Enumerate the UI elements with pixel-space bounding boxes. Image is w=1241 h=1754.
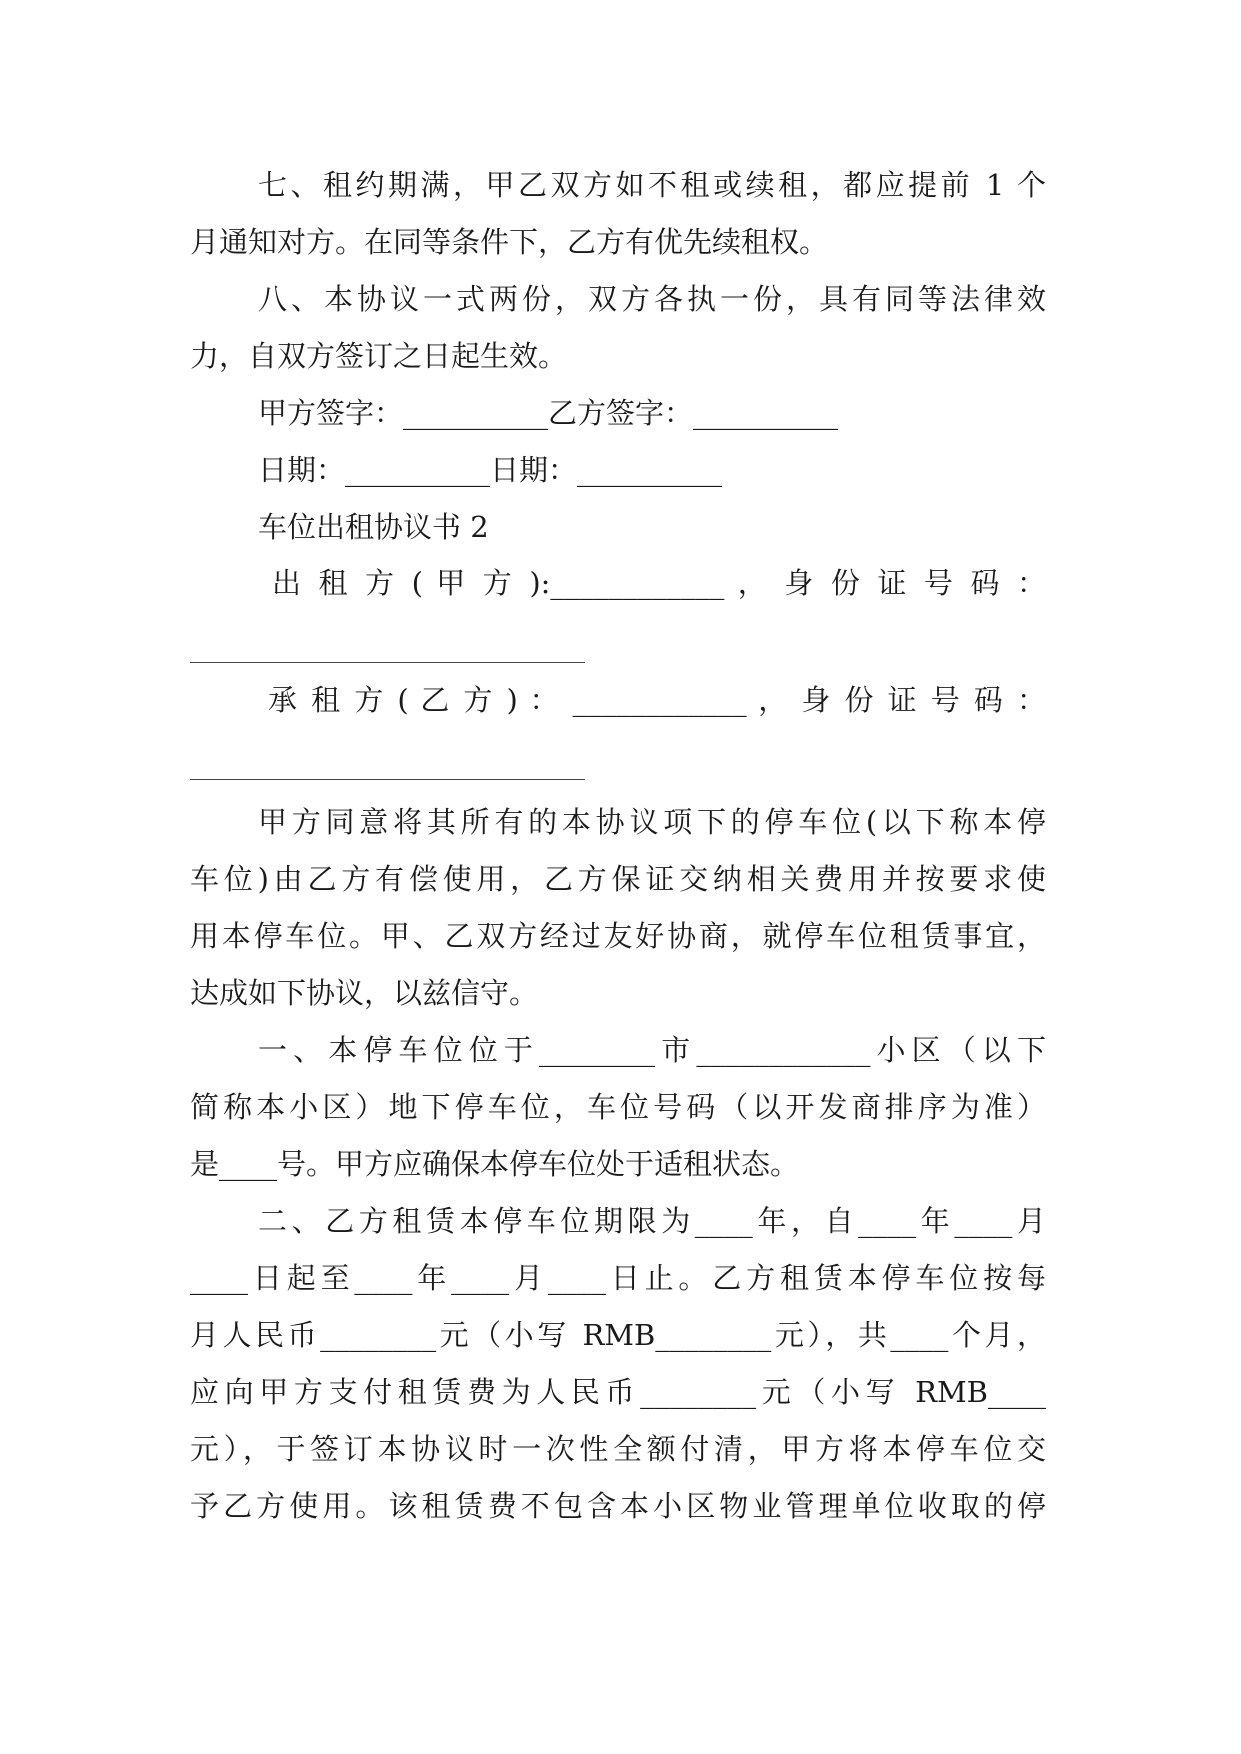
- article-2-line-6: 予乙方使用。该租赁费不包含本小区物业管理单位收取的停: [190, 1489, 1046, 1523]
- preamble-line-1: 甲方同意将其所有的本协议项下的停车位(以下称本停: [258, 805, 1046, 839]
- signature-line: 甲方签字：__________乙方签字：__________: [258, 396, 839, 430]
- lessee-id-blank: [190, 779, 585, 780]
- lessor-line: 出 租 方 ( 甲 方 ):____________ ， 身 份 证 号 码 ：: [272, 566, 1046, 600]
- clause-8-line-2: 力，自双方签订之日起生效。: [190, 339, 568, 373]
- section-title: 车位出租协议书 2: [258, 510, 489, 544]
- lessee-line: 承 租 方 ( 乙 方 ) ： ____________ ， 身 份 证 号 码 ：: [268, 683, 1046, 717]
- preamble-line-4: 达成如下协议，以兹信守。: [190, 976, 539, 1010]
- article-2-line-1: 二、乙方租赁本停车位期限为____年，自____年____月: [258, 1204, 1046, 1238]
- article-2-line-2: ____日起至____年____月____日止。乙方租赁本停车位按每: [190, 1261, 1046, 1295]
- preamble-line-3: 用本停车位。甲、乙双方经过友好协商，就停车位租赁事宜，: [190, 919, 1046, 953]
- clause-7-line-1: 七、租约期满，甲乙双方如不租或续租，都应提前 1 个: [258, 168, 1046, 202]
- article-1-line-2: 简称本小区）地下停车位，车位号码（以开发商排序为准）: [190, 1090, 1046, 1124]
- article-1-line-3: 是____号。甲方应确保本停车位处于适租状态。: [190, 1147, 800, 1181]
- date-line: 日期：__________日期：__________: [258, 453, 723, 487]
- article-2-line-4: 应向甲方支付租赁费为人民币________元（小写 RMB____: [190, 1375, 1046, 1409]
- clause-7-line-2: 月通知对方。在同等条件下，乙方有优先续租权。: [190, 225, 829, 259]
- article-2-line-5: 元），于签订本协议时一次性全额付清，甲方将本停车位交: [190, 1432, 1046, 1466]
- lessor-id-blank: [190, 662, 585, 663]
- clause-8-line-1: 八、本协议一式两份，双方各执一份，具有同等法律效: [258, 282, 1046, 316]
- preamble-line-2: 车位)由乙方有偿使用，乙方保证交纳相关费用并按要求使: [190, 862, 1046, 896]
- article-1-line-1: 一、本停车位位于________市____________小区（以下: [258, 1033, 1046, 1067]
- article-2-line-3: 月人民币________元（小写 RMB________元），共____个月，: [190, 1318, 1046, 1352]
